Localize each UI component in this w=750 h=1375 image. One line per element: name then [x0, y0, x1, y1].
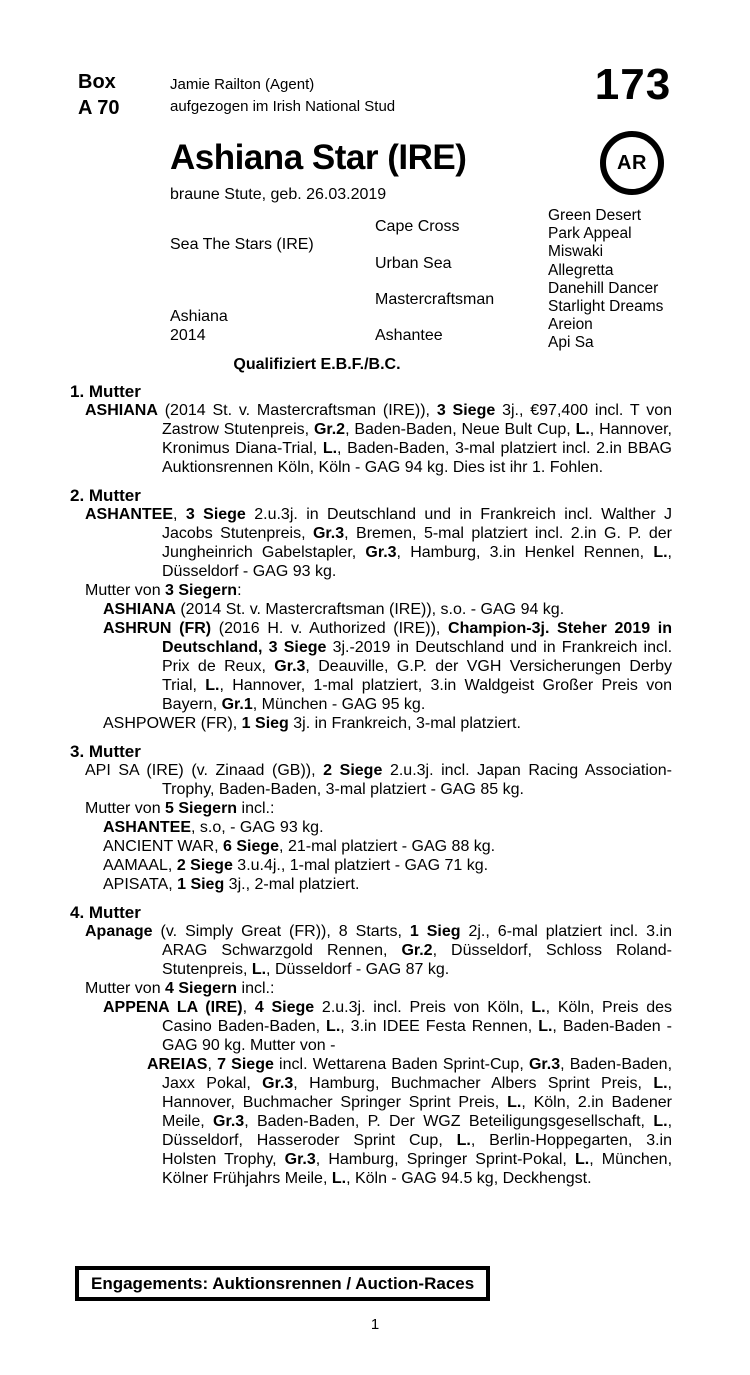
box-number: A 70 [78, 97, 120, 119]
qualification-line: Qualifiziert E.B.F./B.C. [233, 356, 401, 373]
pedigree-dam: Ashiana [170, 308, 228, 325]
progeny-entry: ASHIANA (2014 St. v. Mastercraftsman (IRE)), s.o. - GAG 94 kg. [103, 601, 565, 618]
progeny-entry: ASHPOWER (FR), 1 Sieg 3j. in Frankreich, 3-mal platziert. [103, 715, 521, 732]
dam-entry: API SA (IRE) (v. Zinaad (GB)), 2 Siege 2.u.3j. incl. Japan Racing Association-Trophy, Baden-Baden, 3-mal platziert - GAG 85 kg. [85, 762, 673, 798]
progeny-entry: APPENA LA (IRE), 4 Siege 2.u.3j. incl. Preis von Köln, L., Köln, Preis des Casino Baden-Baden, L., 3.in IDEE Festa Rennen, L., Baden-Baden - GAG 90 kg. Mutter von - [103, 999, 673, 1054]
pedigree-gen3-name: Park Appeal [548, 225, 632, 243]
consignor-line: Jamie Railton (Agent) [170, 76, 315, 93]
brand-code: AR [617, 151, 647, 174]
progeny-entry: ASHRUN (FR) (2016 H. v. Authorized (IRE)), Champion-3j. Steher 2019 in Deutschland, 3 Siege 3j.-2019 in Deutschland und in Frankreich incl. Prix de Reux, Gr.3, Deauville, G.P. der VGH Versicherungen Derby Trial, L., Hannover, 1-mal platziert, 3.in Waldgeist Großer Preis von Bayern, Gr.1, München - GAG 95 kg. [103, 620, 673, 713]
section-second-dam [70, 486, 672, 733]
dam-of-line: Mutter von 3 Siegern: [85, 582, 242, 599]
dam-of-line: Mutter von 5 Siegern incl.: [85, 800, 275, 817]
section-fourth-dam [70, 903, 672, 1188]
pedigree-gen3-name: Starlight Dreams [548, 298, 664, 316]
progeny-entry: AAMAAL, 2 Siege 3.u.4j., 1-mal platziert - GAG 71 kg. [103, 857, 489, 874]
engagements-box [75, 1266, 490, 1301]
pedigree-gen3-name: Green Desert [548, 207, 642, 224]
progeny-entry: APISATA, 1 Sieg 3j., 2-mal platziert. [103, 876, 360, 893]
pedigree-gen3-name: Allegretta [548, 261, 614, 279]
section-heading: 4. Mutter [70, 903, 141, 922]
raised-note: aufgezogen im Irish National Stud [170, 98, 396, 115]
pedigree-dam-year: 2014 [170, 327, 206, 344]
box-label: Box [78, 71, 116, 93]
dam-entry: ASHIANA (2014 St. v. Mastercraftsman (IRE)), 3 Siege 3j., €97,400 incl. T von Zastrow Stutenpreis, Gr.2, Baden-Baden, Neue Bult Cup, L., Hannover, Kronimus Diana-Trial, L., Baden-Baden, 3-mal platziert incl. 2.in BBAG Auktionsrennen Köln, Köln - GAG 94 kg. Dies ist ihr 1. Fohlen. [85, 402, 673, 476]
pedigree-gen2-sire-dam: Urban Sea [375, 255, 452, 272]
pedigree-text [70, 382, 672, 1188]
page-number: 1 [370, 1316, 380, 1333]
dam-entry: Apanage (v. Simply Great (FR)), 8 Starts, 1 Sieg 2j., 6-mal platziert incl. 3.in ARAG Schwarzgold Rennen, Gr.2, Düsseldorf, Schloss Roland-Stutenpreis, L., Düsseldorf - GAG 87 kg. [85, 923, 672, 978]
pedigree-sire: Sea The Stars (IRE) [170, 236, 314, 253]
engagements-label: Engagements: Auktionsrennen / Auction-Races [91, 1274, 475, 1293]
section-heading: 1. Mutter [70, 382, 141, 401]
pedigree-gen3-name: Danehill Dancer [548, 279, 659, 297]
section-third-dam [70, 742, 672, 894]
horse-name: Ashiana Star (IRE) [170, 138, 467, 177]
progeny-entry: AREIAS, 7 Siege incl. Wettarena Baden Sprint-Cup, Gr.3, Baden-Baden, Jaxx Pokal, Gr.3, Hamburg, Buchmacher Albers Sprint Preis, L., Hannover, Buchmacher Springer Sprint Preis, L., Köln, 2.in Badener Meile, Gr.3, Baden-Baden, P. Der WGZ Beteiligungsgesellschaft, L., Düsseldorf, Hasseroder Sprint Cup, L., Berlin-Hoppegarten, 3.in Holsten Trophy, Gr.3, Hamburg, Springer Sprint-Pokal, L., München, Kölner Frühjahrs Meile, L., Köln - GAG 94.5 kg, Deckhengst. [147, 1056, 673, 1187]
progeny-entry: ANCIENT WAR, 6 Siege, 21-mal platziert - GAG 88 kg. [103, 838, 496, 855]
pedigree-gen3-name: Miswaki [548, 243, 604, 261]
pedigree-gen3-column [548, 207, 663, 353]
section-heading: 3. Mutter [70, 742, 141, 761]
pedigree-gen3-name: Areion [548, 316, 593, 334]
dam-of-line: Mutter von 4 Siegern incl.: [85, 980, 275, 997]
pedigree-gen3-name: Api Sa [548, 334, 594, 352]
section-first-dam [70, 382, 672, 477]
section-heading: 2. Mutter [70, 486, 141, 505]
brand-stamp-icon [600, 131, 664, 195]
progeny-entry: ASHANTEE, s.o, - GAG 93 kg. [103, 819, 324, 836]
pedigree-gen2-dam-dam: Ashantee [375, 327, 443, 344]
pedigree-gen2-dam-sire: Mastercraftsman [375, 291, 495, 308]
pedigree-gen2-sire-sire: Cape Cross [375, 218, 460, 235]
horse-details: braune Stute, geb. 26.03.2019 [170, 186, 387, 203]
lot-number: 173 [594, 60, 672, 109]
dam-entry: ASHANTEE, 3 Siege 2.u.3j. in Deutschland und in Frankreich incl. Walther J Jacobs Stutenpreis, Gr.3, Bremen, 5-mal platziert incl. 2.in G. P. der Jungheinrich Gabelstapler, Gr.3, Hamburg, 3.in Henkel Rennen, L., Düsseldorf - GAG 93 kg. [85, 506, 673, 580]
